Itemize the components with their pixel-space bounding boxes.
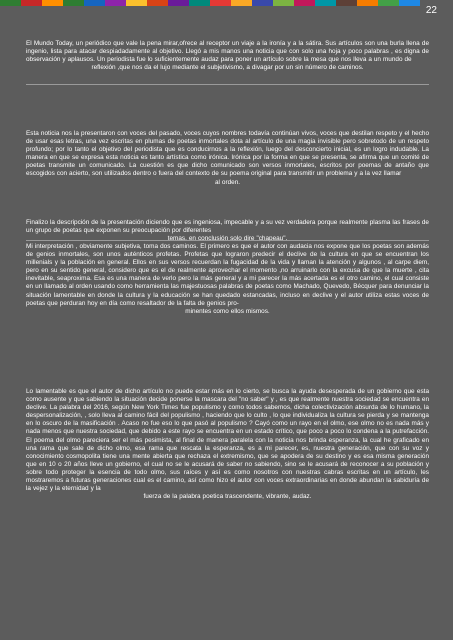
color-strip-segment	[189, 0, 210, 6]
color-strip-segment	[168, 0, 189, 6]
color-strip-segment	[315, 0, 336, 6]
paragraph-conclusion-body: Finalizo la descripción de la presentación diciendo que es ingeniosa, impecable y a su vez verdadera porque realmente plasma las frases de un grupo de poetas que exponen su preocupación por diferentes	[26, 219, 429, 235]
paragraph-intro	[26, 40, 429, 72]
page-number: 22	[425, 5, 437, 16]
color-strip-segment	[210, 0, 231, 6]
color-strip-segment	[273, 0, 294, 6]
color-strip-segment	[357, 0, 378, 6]
color-strip-segment	[231, 0, 252, 6]
color-strip-segment	[378, 0, 399, 6]
paragraph-presentation	[26, 130, 429, 187]
color-strip-segment	[399, 0, 420, 6]
paragraph-lament	[26, 388, 429, 501]
color-strip-segment	[105, 0, 126, 6]
color-strip-segment	[252, 0, 273, 6]
color-strip-segment	[294, 0, 315, 6]
color-strip-segment	[147, 0, 168, 6]
paragraph-intro-body: El Mundo Today, un periódico que vale la pena mirar,ofrece al receptor un viaje a la ironía y a la sátira. Sus artículos son una burla llena de ingenio, lista para atacar despiadadamente al objetivo. Llegó a mis manos una noticia que con solo una hoja y poco palabras , es digna de observación y aplausos. Un periodista fue lo suficientemente audaz para poner un artículo sobre la mesa que nos lleva a un mundo de	[26, 40, 429, 64]
color-strip-segment	[336, 0, 357, 6]
paragraph-conclusion-last-line: temas, en conclusión solo dire "chapeau".	[167, 235, 288, 243]
paragraph-lament-body: Lo lamentable es que el autor de dicho artículo no puede estar más en lo cierto, se busca la ayuda desesperada de un gobierno que esta como ausente y que sabiendo la situación decide ponerse la mascara del "no saber" y , es que realmente nuestra sociedad se encuentra en declive. La palabra del 2016, según New York Times fue populismo y como todos sabemos, dicha colectivización absurda de lo humano, la despersonalización, , solo lleva al camino fácil del populismo , haciendo que lo culto , lo que individualiza la cultura se pierda y se mantenga en lo oscuro de la masificación . Acaso no fue eso lo que pasó al populismo ? Cayó como un rayo en el olmo, ese olmo no es nada más y nada menos que nuestra sociedad, que debido a este rayo se encuentra en un estado crítico, que poco a poco lo condena a la putrefacción. El poema del olmo pareciera ser el más pesimista, al final de manera paralela con la noticia nos brinda esperanza, la cual he graficado en una rama que sale de dicho olmo, esa rama que rescata la esperanza, es a mi parecer, es, nuestra generación, que con su voz y conocimiento cosmopolita tiene una mente abierta que rechaza el extremismo, que se apodera de su destino y es esa misma generación que en 10 o 20 años lleve un gobierno, el cual no se le acusará de saber no sabiendo, sino se le acusará de reconocer a su población y sobre todo proteger la esencia de todo olmo, sus raíces y así es como nosotros con nuestras cabras escritas en un artículo, les mostraremos a futuras generaciones cual es el camino, así como hizo el autor con voces extraordinarias en donde abundan la sabiduría de la vejez y la eternidad y la	[26, 388, 429, 493]
paragraph-lament-last-line: fuerza de la palabra poetica trascendente, vibrante, audaz.	[143, 493, 312, 501]
color-strip-segment	[63, 0, 84, 6]
decorative-color-strip	[0, 0, 420, 6]
paragraph-intro-last-line: reflexión ,que nos da el lujo mediante el subjetivismo, a divagar por un sin número de caminos.	[91, 64, 364, 72]
color-strip-segment	[21, 0, 42, 6]
paragraph-interpretation	[26, 243, 429, 316]
color-strip-segment	[42, 0, 63, 6]
section-divider	[26, 84, 429, 85]
section-divider	[26, 240, 429, 241]
paragraph-interpretation-last-line: minentes como ellos mismos.	[185, 307, 270, 315]
color-strip-segment	[0, 0, 21, 6]
color-strip-segment	[84, 0, 105, 6]
paragraph-presentation-body: Esta noticia nos la presentaron con voces del pasado, voces cuyos nombres todavía continúan vivos, voces que destilan respeto y el hecho de usar esas letras, una vez escritas en plumas de poetas inmortales dota al artículo de una magia invisible pero sobretodo de un respeto profundo; por lo tanto el objetivo del periodista que es conducirnos a la reflexión, luego del desconcierto inicial, es un logro indudable. La manera en que se expresa esta noticia es tanto artística como irónica. Irónica por la forma en que se presenta, se afirma que un comité de poetas transmite un comunicado. La cuestión es que dicho comunicado son versos inmortales, escritos por poemas de antaño que escogidos con acierto, son utilizados dentro o fuera del contexto de su poema original para transmitir un problema y a la vez llamar	[26, 130, 429, 178]
color-strip-segment	[126, 0, 147, 6]
paragraph-interpretation-body: Mi interpretación , obviamente subjetiva, toma dos caminos. El primero es que el autor con audacia nos expone que los poetas son además de genios inmortales, son unos auténticos profetas. Profetas que lograron predecir el declive de la cultura en que se encuentran los millenials y la población en general. Ellos en sus versos recuerdan la fugacidad de la vida y llaman la atención y algunos , al carpe diem, pero en su sentido general, considero que es el de realmente aprovechar el momento ,no arruinarlo con la excusa de que la muerte , cita inevitable, seaproxima. Esa es una manera de verlo pero la más general y a mi parecer la más acertada es el otro camino, el cual consiste en un llamado al orden usando como herramienta las majestuosas palabras de poetas como Machado, Quevedo, Bécquer para denunciar la situación lamentable en donde la cultura y la educación se han quedado estancadas, incluso en declive y el autor utiliza estas voces de poetas que perduran hoy en día como resaltador de la falta de genios pro-	[26, 243, 429, 307]
paragraph-presentation-last-line: al orden.	[214, 178, 241, 186]
